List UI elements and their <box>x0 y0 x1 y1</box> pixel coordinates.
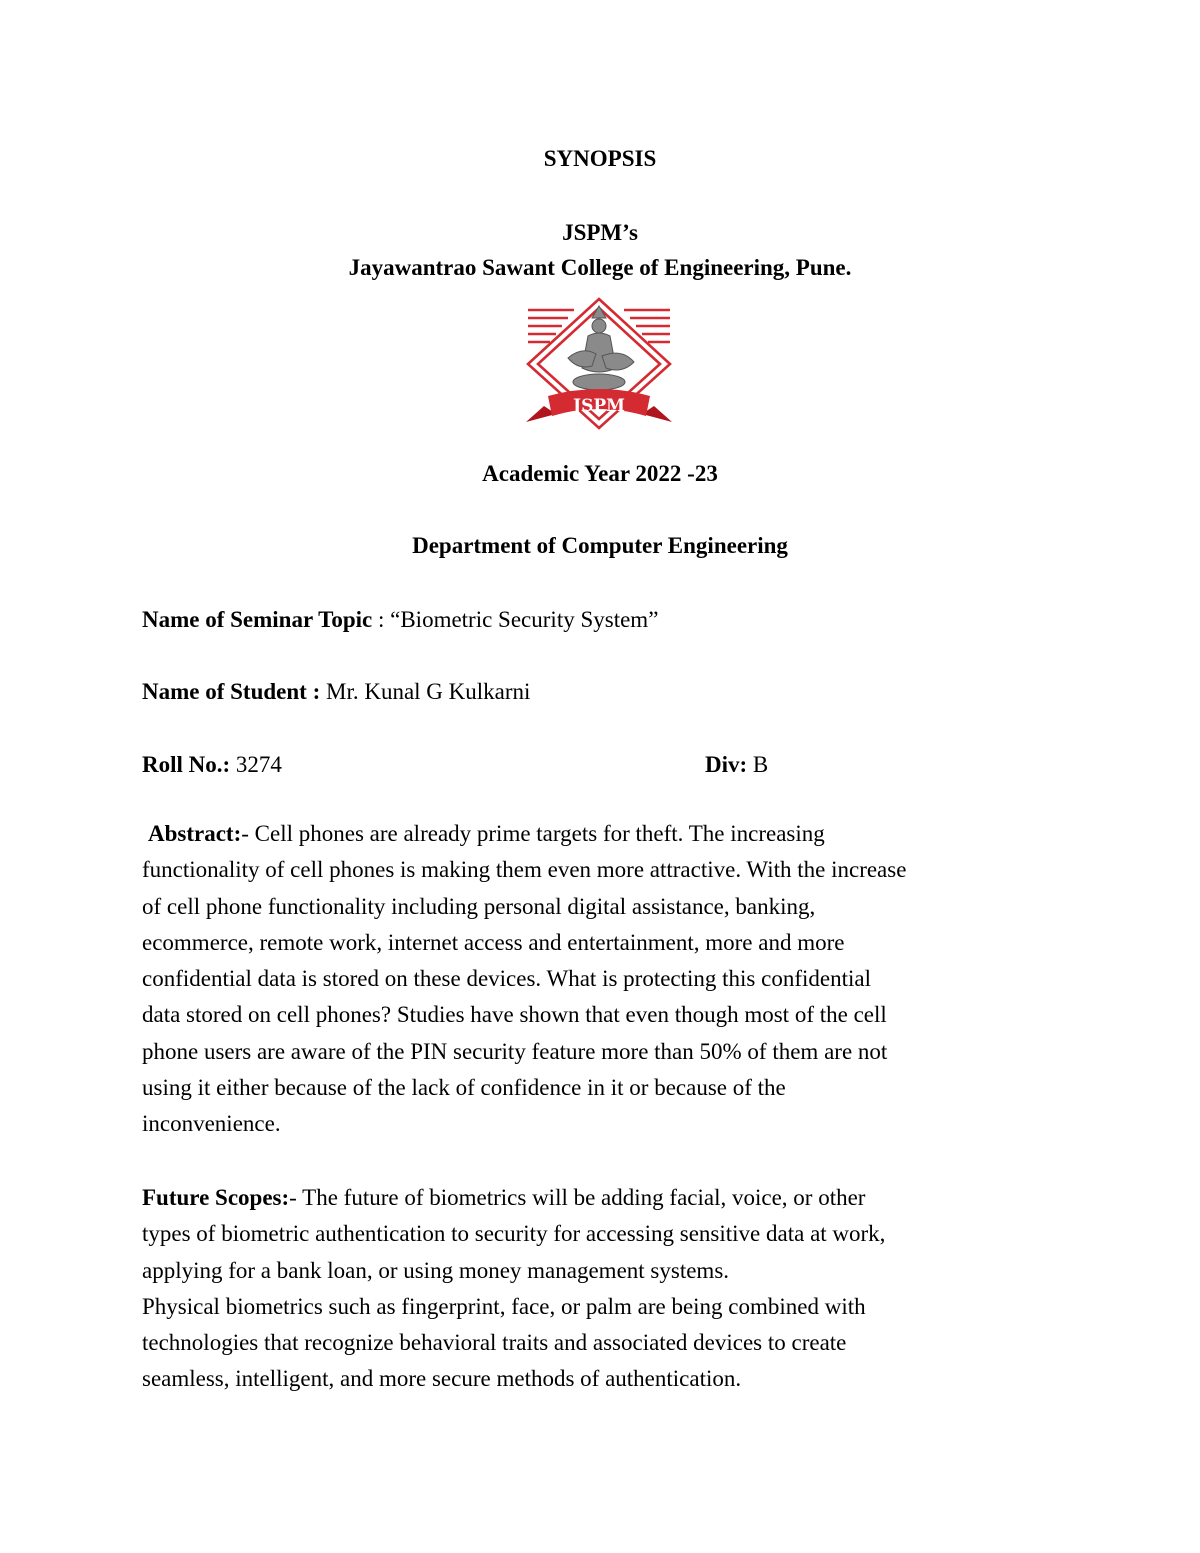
future-scopes-section <box>142 1180 1062 1398</box>
jspm-logo <box>522 296 676 436</box>
logo-text: JSPM <box>573 396 625 416</box>
abstract-line: data stored on cell phones? Studies have shown that even though most of the cell <box>142 1002 887 1028</box>
institute-full-name: Jayawantrao Sawant College of Engineering, Pune. <box>348 255 852 280</box>
student-name-label: Name of Student : <box>142 679 321 704</box>
future-scopes-line: Physical biometrics such as fingerprint, face, or palm are being combined with <box>142 1293 866 1319</box>
division-label: Div: <box>705 752 748 777</box>
abstract-line: ecommerce, remote work, internet access and entertainment, more and more <box>142 929 845 955</box>
division-value: B <box>747 752 769 777</box>
abstract-section <box>142 816 1062 1143</box>
future-scopes-line: technologies that recognize behavioral traits and associated devices to create <box>142 1330 847 1356</box>
seminar-topic-value: “Biometric Security System” <box>390 607 659 632</box>
abstract-label: Abstract: <box>148 821 242 846</box>
department-name: Department of Computer Engineering <box>412 533 788 558</box>
student-name-value: Mr. Kunal G Kulkarni <box>320 679 531 704</box>
academic-year: Academic Year 2022 -23 <box>482 461 718 486</box>
seminar-topic-line <box>142 606 658 634</box>
abstract-line: Abstract:- Cell phones are already prime targets for theft. The increasing <box>148 821 825 846</box>
roll-number-value: 3274 <box>230 752 282 777</box>
abstract-line: inconvenience. <box>142 1111 281 1137</box>
institute-short-name: JSPM’s <box>562 220 638 245</box>
future-scopes-label: Future Scopes: <box>142 1185 290 1210</box>
roll-number-line <box>142 751 282 779</box>
abstract-line: using it either because of the lack of confidence in it or because of the <box>142 1075 786 1101</box>
seminar-topic-separator: : <box>372 607 391 632</box>
future-scopes-line: seamless, intelligent, and more secure methods of authentication. <box>142 1366 742 1392</box>
student-name-line <box>142 678 530 706</box>
future-scopes-line: applying for a bank loan, or using money management systems. <box>142 1257 730 1283</box>
roll-number-label: Roll No.: <box>142 752 231 777</box>
abstract-line: confidential data is stored on these devices. What is protecting this confidential <box>142 966 871 992</box>
abstract-line: of cell phone functionality including personal digital assistance, banking, <box>142 893 816 919</box>
future-scopes-line: Future Scopes:- The future of biometrics will be adding facial, voice, or other <box>142 1185 866 1210</box>
future-scopes-line: types of biometric authentication to security for accessing sensitive data at work, <box>142 1221 886 1247</box>
seminar-topic-label: Name of Seminar Topic <box>142 607 373 632</box>
abstract-line: functionality of cell phones is making them even more attractive. With the increase <box>142 857 907 883</box>
abstract-line: phone users are aware of the PIN security feature more than 50% of them are not <box>142 1038 888 1064</box>
division-line <box>705 751 768 779</box>
document-title: SYNOPSIS <box>543 146 657 171</box>
